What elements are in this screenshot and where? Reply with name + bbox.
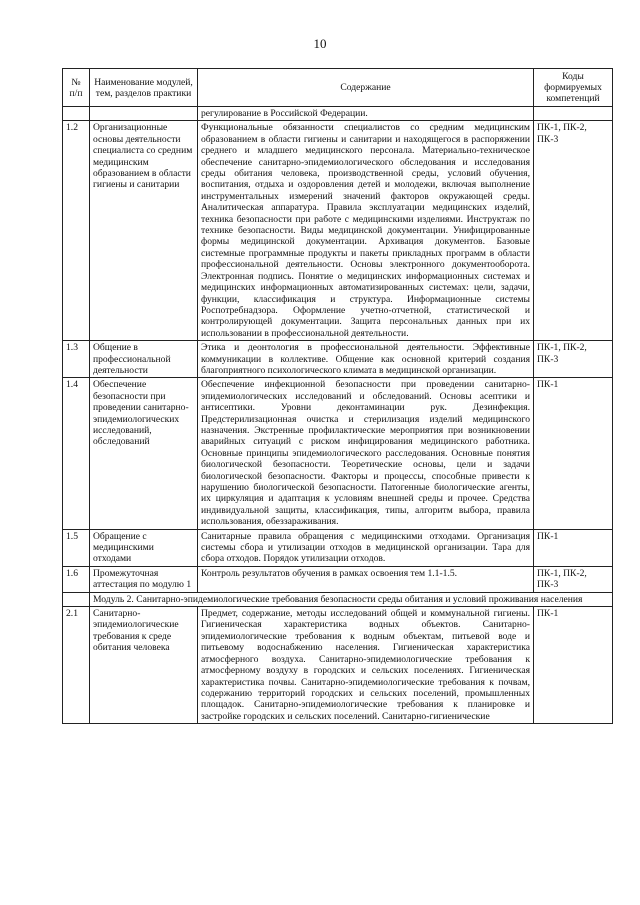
- row-codes: ПК-1: [534, 529, 613, 566]
- module-header-row: [63, 592, 613, 606]
- row-name: Промежуточная аттестация по модулю 1: [90, 566, 198, 592]
- row-name: [90, 107, 198, 121]
- page-number: 10: [313, 36, 327, 51]
- row-num: 2.1: [63, 607, 90, 724]
- row-name: Организационные основы деятельности специалиста со средним медицинским образованием в области гигиены и санитарии: [90, 121, 198, 341]
- row-codes: ПК-1, ПК-2, ПК-3: [534, 566, 613, 592]
- row-num: 1.3: [63, 341, 90, 378]
- row-content: Санитарные правила обращения с медицинскими отходами. Организация системы сбора и утилизации отходов в медицинской организации. Тара для сбора отходов. Порядок утилизации отходов.: [198, 529, 534, 566]
- table-row: [63, 378, 613, 529]
- table-row: [63, 341, 613, 378]
- table-row: [63, 529, 613, 566]
- row-num: [63, 107, 90, 121]
- row-codes: ПК-1: [534, 607, 613, 724]
- row-num: 1.5: [63, 529, 90, 566]
- row-name: Обращение с медицинскими отходами: [90, 529, 198, 566]
- table-row: [63, 107, 613, 121]
- row-num: 1.6: [63, 566, 90, 592]
- header-codes: Коды формируемых компетенций: [534, 69, 613, 107]
- header-num: № п/п: [63, 69, 90, 107]
- row-content: Этика и деонтология в профессиональной деятельности. Эффективные коммуникации в коллективе. Общение как основной критерий создания благоприятного психологического климата в медицинской организации.: [198, 341, 534, 378]
- table-row: [63, 566, 613, 592]
- row-name: Общение в профессиональной деятельности: [90, 341, 198, 378]
- row-content: регулирование в Российской Федерации.: [198, 107, 534, 121]
- row-name: Обеспечение безопасности при проведении санитарно-эпидемиологических исследований, обследований: [90, 378, 198, 529]
- header-name: Наименование модулей, тем, разделов практики: [90, 69, 198, 107]
- table-row: [63, 121, 613, 341]
- table-header-row: [63, 69, 613, 107]
- curriculum-table: [62, 68, 613, 724]
- row-content: Контроль результатов обучения в рамках освоения тем 1.1-1.5.: [198, 566, 534, 592]
- row-codes: ПК-1, ПК-2, ПК-3: [534, 341, 613, 378]
- row-num: 1.4: [63, 378, 90, 529]
- row-content: Обеспечение инфекционной безопасности при проведении санитарно-эпидемиологических исследований и обследований. Основы асептики и антисептики. Уровни деконтаминации рук. Дезинфекция. Предстерилизационная очистка и стерилизация изделий медицинского назначения. Экстренные профилактические мероприятия при возникновении аварийных ситуаций с риском инфицирования медицинского работника. Основные принципы эпидемиологического расследования. Основные понятия биологической безопасности. Теоретические основы, цели и задачи биологической безопасности. Факторы и процессы, способные привести к нарушению биологической безопасности. Патогенные биологические агенты, их циркуляция и адаптация к условиям внешней среды и прочее. Средства индивидуальной защиты, классификация, типы, алгоритм выбора, правила использования, обеззараживания.: [198, 378, 534, 529]
- row-content: Предмет, содержание, методы исследований общей и коммунальной гигиены. Гигиеническая характеристика водных объектов. Санитарно-эпидемиологические требования к водным объектам, питьевой воде и питьевому водоснабжению населения. Гигиеническая характеристика атмосферного воздуха. Санитарно-эпидемиологические требования к атмосферному воздуху в городских и сельских поселениях. Гигиеническая характеристика почвы. Санитарно-эпидемиологические требования к почвам, содержанию территорий городских и сельских поселений, промышленных площадок. Санитарно-эпидемиологические требования к планировке и застройке городских и сельских поселений. Санитарно-гигиенические: [198, 607, 534, 724]
- table-row: [63, 607, 613, 724]
- row-content: Функциональные обязанности специалистов со средним медицинским образованием в области гигиены и санитарии и находящегося в распоряжении среднего и младшего медицинского персонала. Материально-техническое обеспечение санитарно-эпидемиологического обследования и исследования среды обитания человека, производственной среды, условий обучения, воспитания, отдыха и оздоровления детей и молодежи, включая выполнение инструментальных измерений значений факторов окружающей среды. Аналитическая аппаратура. Правила эксплуатации медицинских изделий, техника безопасности при работе с медицинскими изделиями. Инструктаж по технике безопасности. Виды медицинской документации. Унифицированные формы медицинской документации. Архивация документов. Базовые системные программные продукты и пакеты прикладных программ в области профессиональной деятельности. Основы электронного документооборота. Электронная подпись. Понятие о медицинских информационных системах и медицинских информационных автоматизированных системах: цели, задачи, функции, классификация и структура. Информационные системы Роспотребнадзора. Оформление учетно-отчетной, статистической и контролирующей документации. Защита персональных данных при их использовании в профессиональной деятельности.: [198, 121, 534, 341]
- row-num: 1.2: [63, 121, 90, 341]
- row-name: Санитарно-эпидемиологические требования к среде обитания человека: [90, 607, 198, 724]
- row-codes: ПК-1, ПК-2, ПК-3: [534, 121, 613, 341]
- module-2-title: Модуль 2. Санитарно-эпидемиологические требования безопасности среды обитания и условий проживания населения: [90, 592, 613, 606]
- row-codes: ПК-1: [534, 378, 613, 529]
- row-codes: [534, 107, 613, 121]
- header-content: Содержание: [198, 69, 534, 107]
